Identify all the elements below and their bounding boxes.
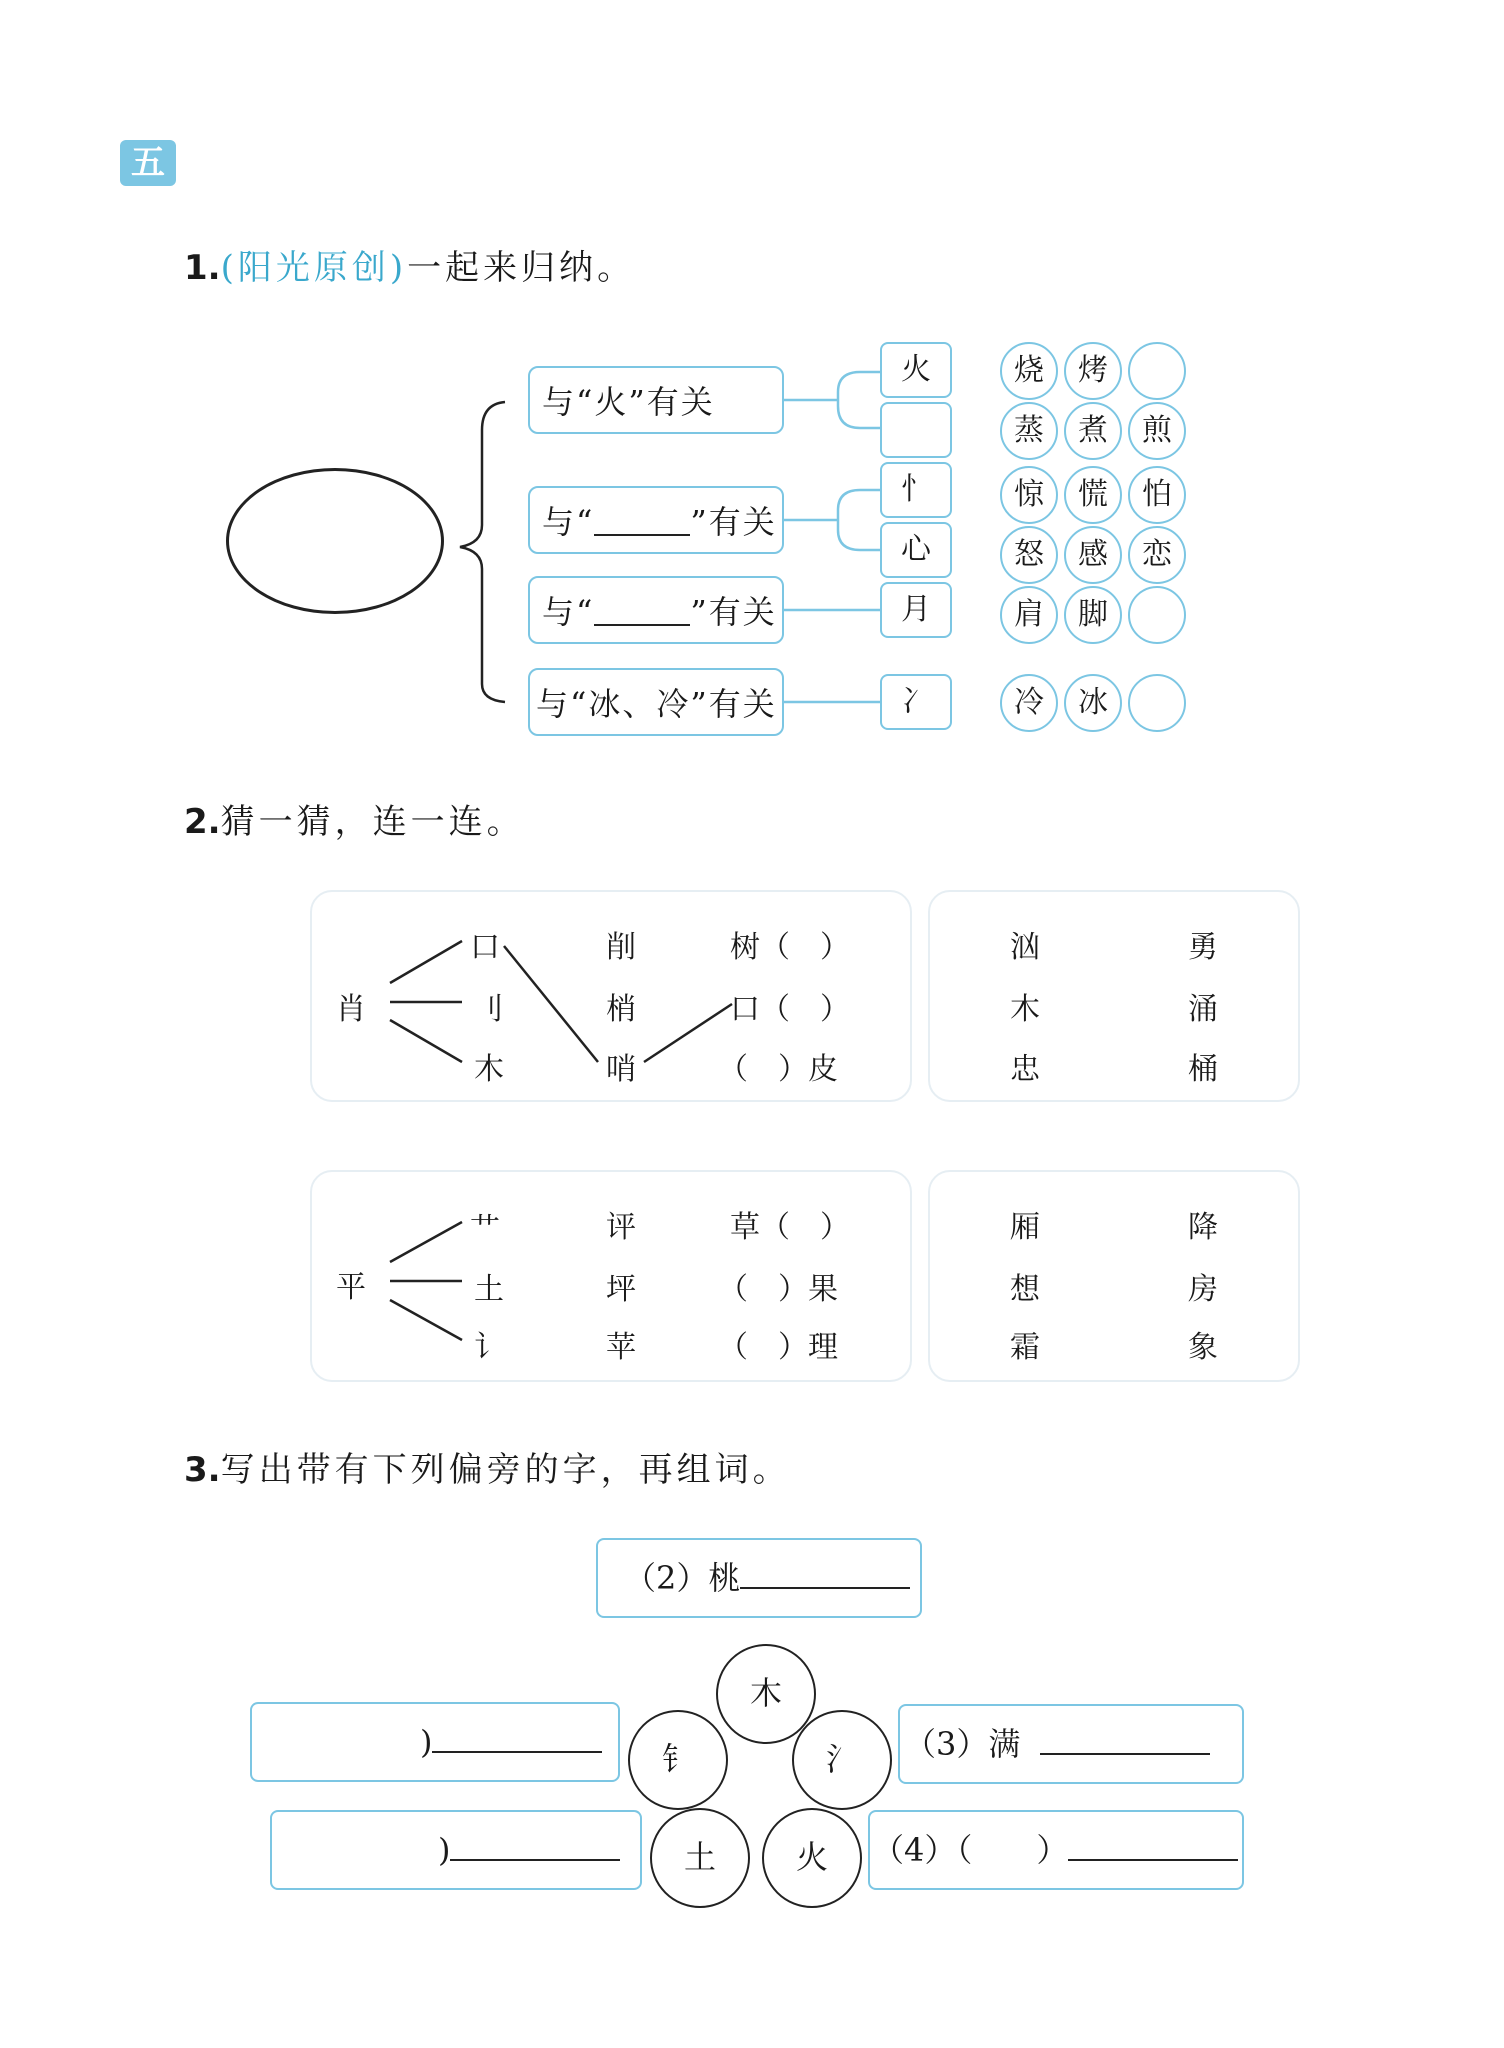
group-label: 与“冰、冷”有关 xyxy=(536,685,777,723)
left-char: 木 xyxy=(1010,992,1040,1027)
left-char: 忠 xyxy=(1010,1052,1040,1087)
word-box-2 xyxy=(596,1538,922,1618)
answer-blank[interactable] xyxy=(432,1721,602,1753)
radical-circle: 土 xyxy=(650,1808,750,1908)
question-1-text: 一起来归纳。 xyxy=(407,248,636,288)
radical-box: 忄 xyxy=(880,462,952,518)
question-1-number: 1. xyxy=(184,248,221,288)
answer-blank[interactable] xyxy=(1068,1829,1238,1861)
word-char: 坪 xyxy=(606,1272,636,1307)
char-circle: 冷 xyxy=(1000,674,1058,732)
part-char: 刂 xyxy=(474,992,504,1027)
fill-blank[interactable]: （ ）皮 xyxy=(718,1052,838,1087)
word-char: 哨 xyxy=(606,1052,636,1087)
group-box-ice xyxy=(528,668,784,736)
fill-blank[interactable]: （ ）果 xyxy=(718,1272,838,1307)
question-3-number: 3. xyxy=(184,1450,221,1490)
left-char: 霜 xyxy=(1010,1330,1040,1365)
char-circle: 恋 xyxy=(1128,526,1186,584)
word-box-4 xyxy=(868,1810,1244,1890)
word-char: 评 xyxy=(606,1210,636,1245)
group-box-fire xyxy=(528,366,784,434)
char-circle: 烧 xyxy=(1000,342,1058,400)
word-box-5 xyxy=(270,1810,642,1890)
root-char: 平 xyxy=(336,1270,366,1305)
answer-blank[interactable] xyxy=(1040,1723,1210,1755)
radical-circle: 氵 xyxy=(792,1710,892,1810)
radical-circle: 火 xyxy=(762,1808,862,1908)
part-char: 讠 xyxy=(474,1330,504,1365)
group-label-post: ”有关 xyxy=(690,593,777,631)
char-circle: 冰 xyxy=(1064,674,1122,732)
question-3-text: 写出带有下列偏旁的字，再组词。 xyxy=(220,1450,791,1490)
char-circle: 肩 xyxy=(1000,586,1058,644)
section-badge: 五 xyxy=(120,140,176,186)
question-2-title xyxy=(184,794,525,843)
right-char: 桶 xyxy=(1188,1052,1218,1087)
radical-box-blank[interactable] xyxy=(880,402,952,458)
char-circle-blank[interactable] xyxy=(1128,674,1186,732)
char-circle: 怕 xyxy=(1128,466,1186,524)
radical-box: 火 xyxy=(880,342,952,398)
word-box-paren: ) xyxy=(420,1723,433,1761)
right-char: 降 xyxy=(1188,1210,1218,1245)
question-2-number: 2. xyxy=(184,802,221,842)
radical-box: 冫 xyxy=(880,674,952,730)
question-2-text: 猜一猜，连一连。 xyxy=(220,802,525,842)
radical-box: 心 xyxy=(880,522,952,578)
part-char: 艹 xyxy=(470,1212,500,1247)
right-char: 勇 xyxy=(1188,930,1218,965)
answer-oval[interactable] xyxy=(226,468,444,614)
char-circle-blank[interactable] xyxy=(1128,586,1186,644)
radical-circle: 木 xyxy=(716,1644,816,1744)
question-1-tag: (阳光原创) xyxy=(220,248,408,288)
radical-circle: 钅 xyxy=(628,1710,728,1810)
left-char: 汹 xyxy=(1010,930,1040,965)
char-circle: 感 xyxy=(1064,526,1122,584)
group-label: 与“火”有关 xyxy=(542,383,715,421)
word-box-3 xyxy=(898,1704,1244,1784)
right-char: 涌 xyxy=(1188,992,1218,1027)
root-char: 肖 xyxy=(336,992,366,1027)
left-char: 厢 xyxy=(1010,1210,1040,1245)
word-char: 苹 xyxy=(606,1330,636,1365)
part-char: 口 xyxy=(470,930,500,965)
fill-blank[interactable]: （ ）理 xyxy=(718,1330,838,1365)
word-char: 梢 xyxy=(606,992,636,1027)
right-char: 房 xyxy=(1188,1272,1218,1307)
group-label-pre: 与“ xyxy=(542,503,595,541)
word-box-label: （3）满 xyxy=(904,1725,1021,1763)
brace xyxy=(460,402,505,702)
char-circle: 惊 xyxy=(1000,466,1058,524)
answer-blank[interactable] xyxy=(594,594,690,626)
fill-blank[interactable]: 草（ ） xyxy=(730,1210,850,1245)
char-circle: 慌 xyxy=(1064,466,1122,524)
char-circle: 煮 xyxy=(1064,402,1122,460)
word-char: 削 xyxy=(606,930,636,965)
right-char: 象 xyxy=(1188,1330,1218,1365)
group-label-post: ”有关 xyxy=(690,503,777,541)
fill-blank[interactable]: 口（ ） xyxy=(730,992,850,1027)
left-char: 想 xyxy=(1010,1272,1040,1307)
part-char: 土 xyxy=(474,1272,504,1307)
word-box-label: （4）（ ） xyxy=(872,1831,1069,1869)
part-char: 木 xyxy=(474,1052,504,1087)
char-circle: 脚 xyxy=(1064,586,1122,644)
radical-box: 月 xyxy=(880,582,952,638)
char-circle: 蒸 xyxy=(1000,402,1058,460)
word-box-1 xyxy=(250,1702,620,1782)
char-circle: 烤 xyxy=(1064,342,1122,400)
fill-blank[interactable]: 树（ ） xyxy=(730,930,850,965)
char-circle: 煎 xyxy=(1128,402,1186,460)
group-box-body xyxy=(528,576,784,644)
answer-blank[interactable] xyxy=(740,1557,910,1589)
group-box-heart xyxy=(528,486,784,554)
word-box-paren: ) xyxy=(438,1831,451,1869)
answer-blank[interactable] xyxy=(450,1829,620,1861)
char-circle-blank[interactable] xyxy=(1128,342,1186,400)
question-3-title xyxy=(184,1442,791,1491)
char-circle: 怒 xyxy=(1000,526,1058,584)
word-box-label: （2）桃 xyxy=(624,1559,741,1597)
group-label-pre: 与“ xyxy=(542,593,595,631)
question-1-title xyxy=(184,240,635,289)
answer-blank[interactable] xyxy=(594,504,690,536)
